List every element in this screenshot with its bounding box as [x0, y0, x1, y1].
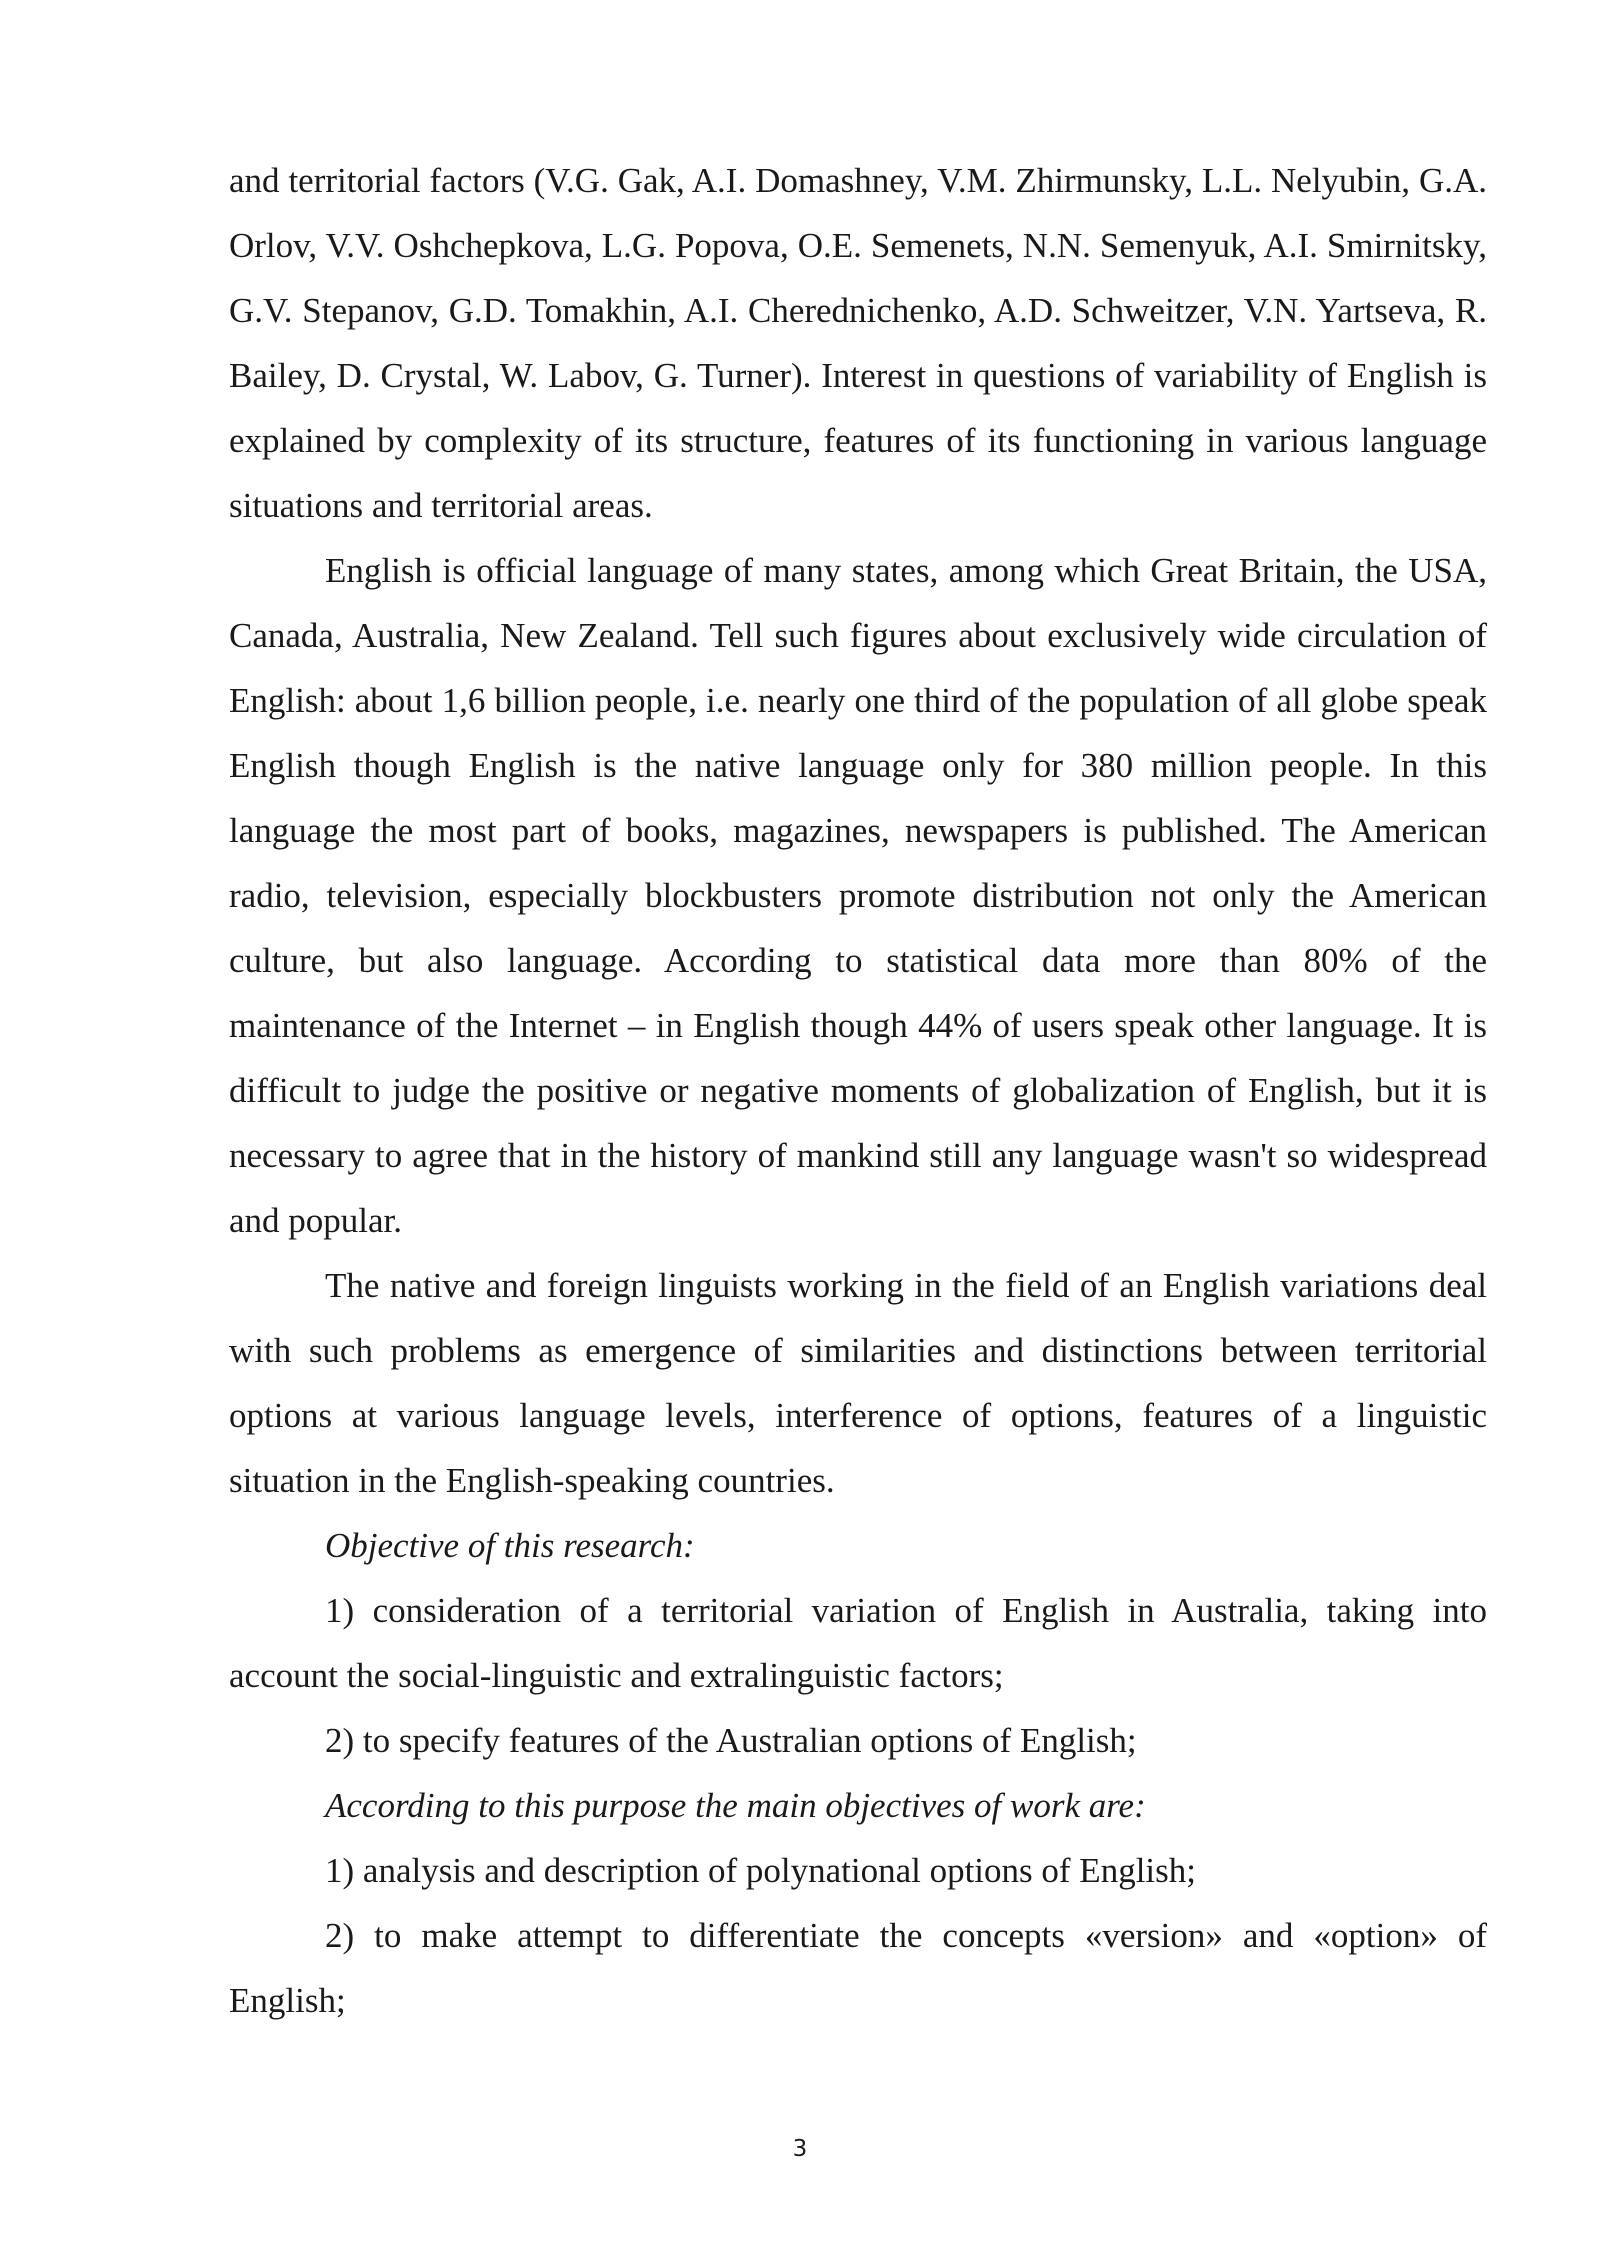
paragraph-english-official: English is official language of many states, among which Great Britain, the USA, Canada, Australia, New Zealand. Tell such figures about exclusively wide circulation of English: about 1,6 billion people, i.e. nearly one third of the population of all globe speak English though English is the native language only for 380 million people. In this language the most part of books, magazines, newspapers is published. The American radio, television, especially blockbusters promote distribution not only the American culture, but also language. According to statistical data more than 80% of the maintenance of the Internet – in English though 44% of users speak other language. It is difficult to judge the positive or negative moments of globalization of English, but it is necessary to agree that in the history of mankind still any language wasn't so widespread and popular. [229, 551, 1487, 1240]
paragraph-authors: and territorial factors (V.G. Gak, A.I. Domashney, V.M. Zhirmunsky, L.L. Nelyubin, G.A. Orlov, V.V. Oshchepkova, L.G. Popova, O.E. Semenets, N.N. Semenyuk, A.I. Smirnitsky, G.V. Stepanov, G.D. Tomakhin, A.I. Cherednichenko, A.D. Schweitzer, V.N. Yartseva, R. Bailey, D. Crystal, W. Labov, G. Turner). Interest in questions of variability of English is explained by complexity of its structure, features of its functioning in various language situations and territorial areas. [229, 161, 1487, 525]
task-item-2: 2) to make attempt to differentiate the concepts «version» and «option» of English; [229, 1916, 1487, 2020]
objective-heading: Objective of this research: [325, 1526, 695, 1565]
page-number: 3 [792, 2136, 808, 2162]
objective-item-1: 1) consideration of a territorial variation of English in Australia, taking into account the social-linguistic and extralinguistic factors; [229, 1591, 1487, 1695]
task-item-1: 1) analysis and description of polynational options of English; [325, 1851, 1196, 1890]
objective-item-2: 2) to specify features of the Australian options of English; [325, 1721, 1137, 1760]
paragraph-linguists: The native and foreign linguists working in the field of an English variations deal with such problems as emergence of similarities and distinctions between territorial options at various language levels, interference of options, features of a linguistic situation in the English-speaking countries. [229, 1266, 1487, 1500]
document-body [229, 148, 1487, 2033]
objectives-heading: According to this purpose the main objectives of work are: [325, 1786, 1146, 1825]
